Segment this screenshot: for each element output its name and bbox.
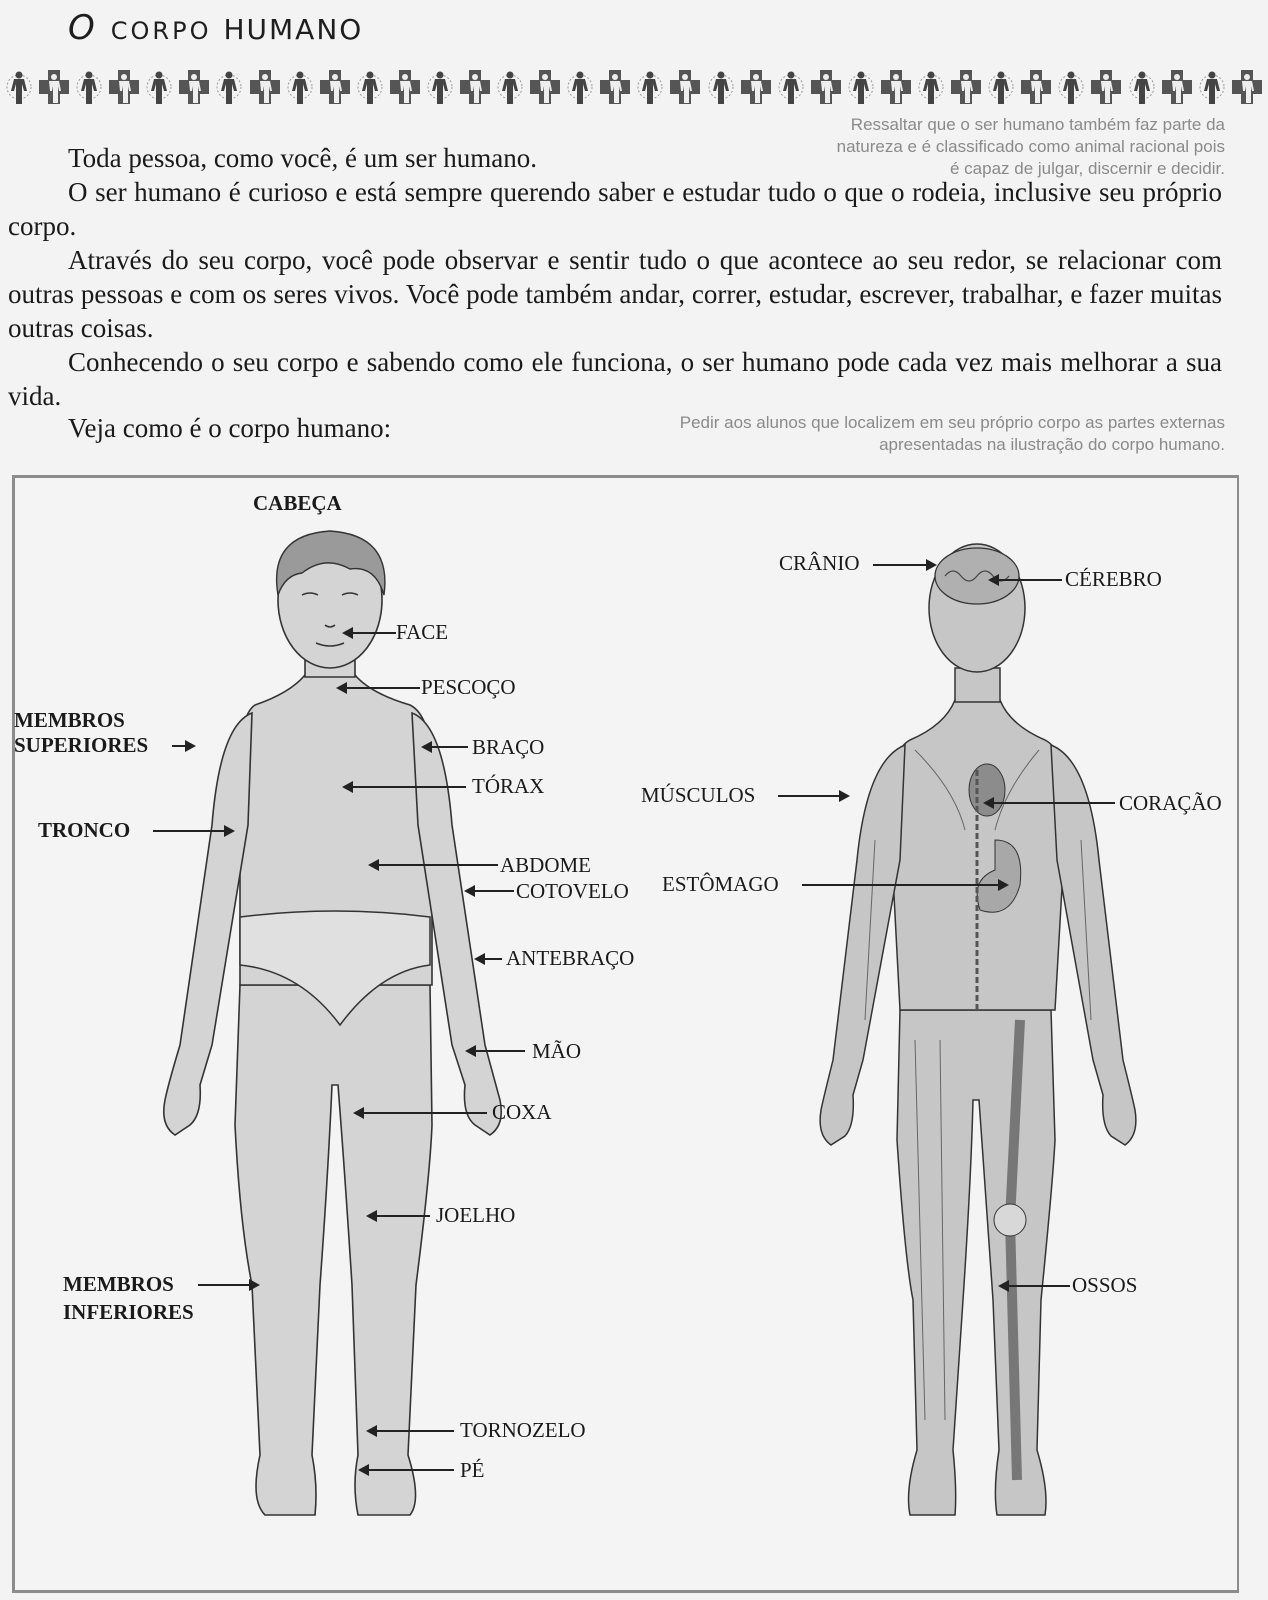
label-arm: BRAÇO bbox=[472, 735, 545, 759]
arrow-upper-limbs bbox=[172, 745, 194, 747]
cross-person-icon bbox=[741, 69, 771, 105]
person-icon bbox=[216, 69, 242, 105]
cross-person-icon bbox=[1232, 69, 1262, 105]
paragraph-text: Veja como é o corpo humano: bbox=[68, 413, 392, 443]
label-forearm: ANTEBRAÇO bbox=[506, 946, 635, 970]
cross-person-icon bbox=[881, 69, 911, 105]
cross-person-icon bbox=[670, 69, 700, 105]
person-icon bbox=[708, 69, 734, 105]
person-icon bbox=[567, 69, 593, 105]
person-icon bbox=[918, 69, 944, 105]
cross-person-icon bbox=[390, 69, 420, 105]
arrow-elbow bbox=[466, 890, 514, 892]
person-icon bbox=[427, 69, 453, 105]
title-first-letter: O bbox=[68, 8, 97, 48]
arrow-knee bbox=[368, 1215, 430, 1217]
paragraph-2 bbox=[8, 175, 1222, 243]
arrow-brain bbox=[990, 579, 1062, 581]
arrow-hand bbox=[467, 1050, 525, 1052]
label-heart: CORAÇÃO bbox=[1119, 791, 1222, 815]
paragraph-5 bbox=[8, 411, 528, 445]
teacher-note-2 bbox=[525, 412, 1225, 456]
arrow-bones bbox=[1000, 1285, 1070, 1287]
label-stomach: ESTÔMAGO bbox=[662, 872, 779, 896]
person-icon bbox=[1199, 69, 1225, 105]
cross-person-icon bbox=[460, 69, 490, 105]
label-upper-limbs-line1: MEMBROS bbox=[14, 708, 125, 732]
arrow-stomach bbox=[802, 884, 1007, 886]
teacher-note-2-line: Pedir aos alunos que localizem em seu próprio corpo as partes externas bbox=[679, 413, 1225, 432]
label-lower-limbs-line2: INFERIORES bbox=[63, 1300, 194, 1324]
teacher-note-1-line: Ressaltar que o ser humano também faz parte da bbox=[850, 115, 1225, 134]
arrow-thorax bbox=[344, 786, 466, 788]
person-icon bbox=[357, 69, 383, 105]
label-head: CABEÇA bbox=[253, 491, 342, 515]
cross-person-icon bbox=[320, 69, 350, 105]
arrow-trunk bbox=[153, 830, 233, 832]
paragraph-4 bbox=[8, 345, 1222, 413]
label-muscles: MÚSCULOS bbox=[641, 783, 756, 807]
label-foot: PÉ bbox=[460, 1458, 485, 1482]
person-icon bbox=[6, 69, 32, 105]
person-icon bbox=[76, 69, 102, 105]
teacher-note-1-line: é capaz de julgar, discernir e decidir. bbox=[950, 159, 1225, 178]
label-brain: CÉREBRO bbox=[1065, 567, 1162, 591]
arrow-skull bbox=[873, 564, 935, 566]
arrow-abdomen bbox=[370, 864, 498, 866]
label-neck: PESCOÇO bbox=[421, 675, 516, 699]
teacher-note-1 bbox=[705, 114, 1225, 180]
cross-person-icon bbox=[530, 69, 560, 105]
person-icon bbox=[146, 69, 172, 105]
label-lower-limbs-line1: MEMBROS bbox=[63, 1272, 174, 1296]
cross-person-icon bbox=[600, 69, 630, 105]
label-trunk: TRONCO bbox=[38, 818, 131, 842]
cross-person-icon bbox=[1162, 69, 1192, 105]
person-icon bbox=[497, 69, 523, 105]
arrow-arm bbox=[423, 746, 468, 748]
paragraph-text: Conhecendo o seu corpo e sabendo como ele funciona, o ser humano pode cada vez mais melhorar a sua vida. bbox=[8, 347, 1222, 411]
arrow-face bbox=[344, 632, 396, 634]
arrow-muscles bbox=[778, 795, 848, 797]
label-thorax: TÓRAX bbox=[472, 774, 545, 798]
page-title bbox=[68, 8, 363, 48]
person-icon bbox=[1058, 69, 1084, 105]
teacher-note-2-line: apresentadas na ilustração do corpo humano. bbox=[879, 435, 1225, 454]
label-hand: MÃO bbox=[532, 1039, 582, 1063]
arrow-thigh bbox=[355, 1112, 487, 1114]
cross-person-icon bbox=[1091, 69, 1121, 105]
paragraph-text: O ser humano é curioso e está sempre querendo saber e estudar tudo o que o rodeia, inclusive seu próprio corpo. bbox=[8, 177, 1222, 241]
cross-person-icon bbox=[109, 69, 139, 105]
person-icon bbox=[287, 69, 313, 105]
label-knee: JOELHO bbox=[436, 1203, 516, 1227]
cross-person-icon bbox=[811, 69, 841, 105]
label-bones: OSSOS bbox=[1072, 1273, 1138, 1297]
paragraph-3 bbox=[8, 243, 1222, 345]
teacher-note-1-line: natureza e é classificado como animal racional pois bbox=[836, 137, 1225, 156]
arrow-neck bbox=[338, 687, 420, 689]
label-face: FACE bbox=[396, 620, 449, 644]
paragraph-text: Toda pessoa, como você, é um ser humano. bbox=[68, 143, 537, 173]
cross-person-icon bbox=[250, 69, 280, 105]
label-ankle: TORNOZELO bbox=[460, 1418, 586, 1442]
arrow-forearm bbox=[476, 958, 502, 960]
label-thigh: COXA bbox=[492, 1100, 552, 1124]
cross-person-icon bbox=[39, 69, 69, 105]
decorative-border-strip bbox=[6, 68, 1262, 106]
label-upper-limbs-line2: SUPERIORES bbox=[14, 733, 149, 757]
label-abdomen: ABDOME bbox=[500, 853, 592, 877]
person-icon bbox=[637, 69, 663, 105]
paragraph-1 bbox=[8, 141, 708, 175]
arrow-ankle bbox=[368, 1430, 454, 1432]
cross-person-icon bbox=[951, 69, 981, 105]
person-icon bbox=[988, 69, 1014, 105]
arrow-heart bbox=[985, 802, 1115, 804]
label-elbow: COTOVELO bbox=[516, 879, 629, 903]
paragraph-text: Através do seu corpo, você pode observar e sentir tudo o que acontece ao seu redor, se relacionar com outras pessoas e com os seres vivos. Você pode também andar, correr, estudar, escrever, trabalhar, e fazer muitas outras coisas. bbox=[8, 245, 1222, 343]
person-icon bbox=[848, 69, 874, 105]
person-icon bbox=[1129, 69, 1155, 105]
arrow-foot bbox=[360, 1469, 454, 1471]
cross-person-icon bbox=[179, 69, 209, 105]
title-word-corpo: CORPO bbox=[110, 17, 212, 45]
internal-body-illustration bbox=[805, 540, 1145, 1540]
cross-person-icon bbox=[1021, 69, 1051, 105]
title-word-humano: HUMANO bbox=[223, 13, 364, 46]
arrow-lower-limbs bbox=[198, 1284, 258, 1286]
label-skull: CRÂNIO bbox=[779, 551, 860, 575]
person-icon bbox=[778, 69, 804, 105]
